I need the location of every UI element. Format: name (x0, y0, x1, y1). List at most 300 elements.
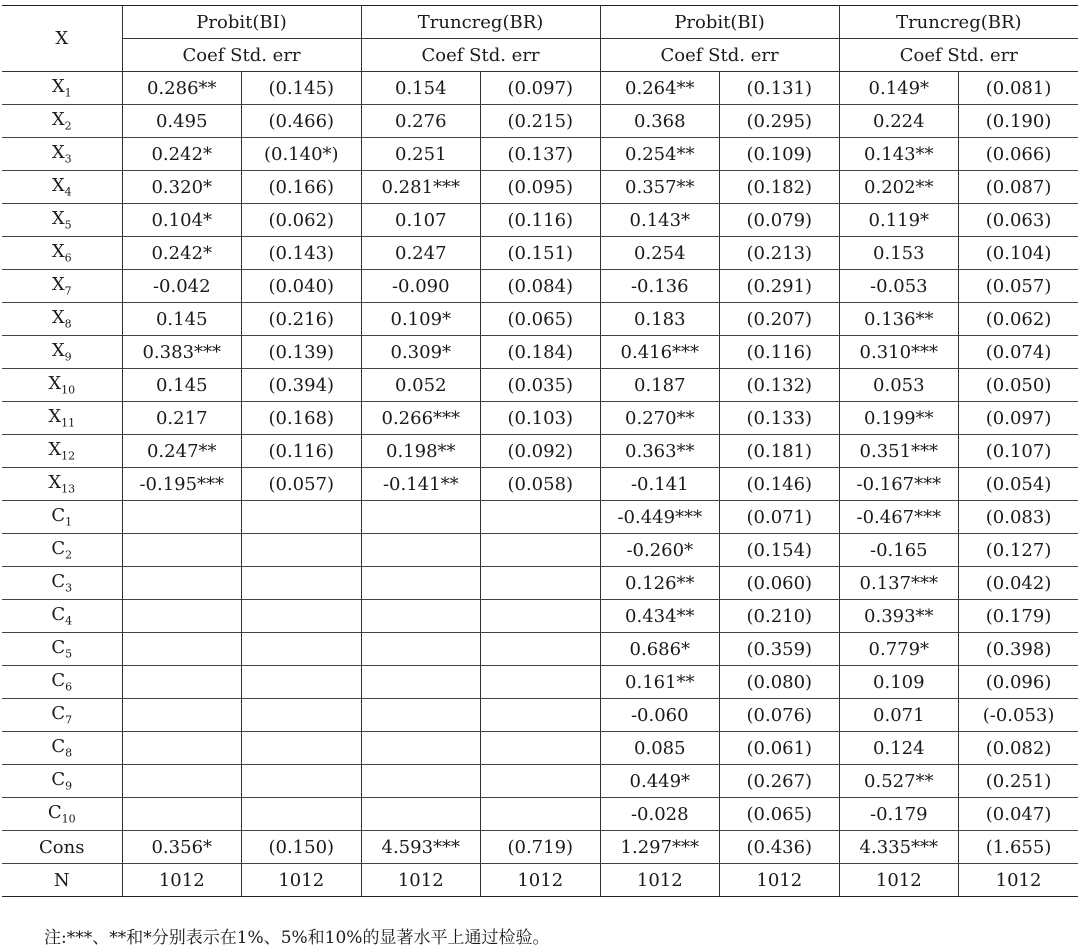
std-err-cell: 1012 (481, 864, 601, 897)
table-row (2, 270, 1078, 303)
coef-cell: 0.145 (122, 369, 242, 402)
coef-cell: 0.071 (839, 699, 959, 732)
std-err-cell: (0.035) (481, 369, 601, 402)
std-err-cell: (0.168) (242, 402, 362, 435)
coef-cell: 0.320* (122, 171, 242, 204)
coef-cell: 0.109 (839, 666, 959, 699)
std-err-cell (481, 633, 601, 666)
sub-header: Coef Std. err (600, 39, 839, 72)
row-label-subscript: 8 (65, 746, 73, 760)
sub-header: Coef Std. err (122, 39, 361, 72)
coef-cell (122, 567, 242, 600)
coef-cell: 0.119* (839, 204, 959, 237)
table-row (2, 369, 1078, 402)
std-err-cell: (0.116) (481, 204, 601, 237)
std-err-cell: (0.062) (959, 303, 1079, 336)
coef-cell: 0.153 (839, 237, 959, 270)
coef-cell: 0.357** (600, 171, 720, 204)
coef-cell: 1012 (600, 864, 720, 897)
coef-cell: -0.167*** (839, 468, 959, 501)
std-err-cell (481, 666, 601, 699)
std-err-cell: (0.071) (720, 501, 840, 534)
coef-cell: 0.199** (839, 402, 959, 435)
table-row (2, 567, 1078, 600)
coef-cell: 0.143** (839, 138, 959, 171)
std-err-cell: (0.182) (720, 171, 840, 204)
std-err-cell (481, 765, 601, 798)
coef-cell (122, 501, 242, 534)
coef-cell: 0.356* (122, 831, 242, 864)
row-label (2, 831, 122, 864)
coef-cell: 0.224 (839, 105, 959, 138)
coef-cell (122, 534, 242, 567)
coef-cell: 0.276 (361, 105, 481, 138)
std-err-cell: 1012 (242, 864, 362, 897)
coef-cell (361, 633, 481, 666)
std-err-cell: (0.150) (242, 831, 362, 864)
row-label (2, 798, 122, 831)
std-err-cell: (0.103) (481, 402, 601, 435)
coef-cell: 0.161** (600, 666, 720, 699)
std-err-cell: (0.079) (720, 204, 840, 237)
std-err-cell: (0.207) (720, 303, 840, 336)
coef-cell: 0.154 (361, 72, 481, 105)
table-row (2, 468, 1078, 501)
row-label-subscript: 1 (65, 515, 73, 529)
table-row (2, 699, 1078, 732)
row-label (2, 765, 122, 798)
std-err-cell: (0.166) (242, 171, 362, 204)
coef-cell: 0.085 (600, 732, 720, 765)
std-err-cell: (0.084) (481, 270, 601, 303)
coef-cell (122, 798, 242, 831)
std-err-cell (242, 501, 362, 534)
std-err-cell: (0.107) (959, 435, 1079, 468)
std-err-cell: (0.116) (242, 435, 362, 468)
coef-cell: 0.053 (839, 369, 959, 402)
std-err-cell: (0.083) (959, 501, 1079, 534)
sub-header: Coef Std. err (839, 39, 1078, 72)
std-err-cell (481, 732, 601, 765)
row-label (2, 567, 122, 600)
row-label-subscript: 6 (64, 251, 72, 265)
coef-cell: 0.242* (122, 138, 242, 171)
std-err-cell: (0.061) (720, 732, 840, 765)
table-row (2, 138, 1078, 171)
row-label-var: X (51, 307, 65, 329)
coef-cell: 0.145 (122, 303, 242, 336)
coef-cell: -0.195*** (122, 468, 242, 501)
row-label-var: X (48, 373, 62, 395)
row-label-var: C (51, 604, 66, 626)
std-err-cell: (1.655) (959, 831, 1079, 864)
coef-cell: 0.383*** (122, 336, 242, 369)
std-err-cell (242, 732, 362, 765)
row-label (2, 105, 122, 138)
std-err-cell: (0.047) (959, 798, 1079, 831)
std-err-cell: (0.074) (959, 336, 1079, 369)
table-row (2, 600, 1078, 633)
std-err-cell: (0.082) (959, 732, 1079, 765)
std-err-cell: (0.139) (242, 336, 362, 369)
std-err-cell: (0.132) (720, 369, 840, 402)
std-err-cell: (0.054) (959, 468, 1079, 501)
coef-cell: -0.028 (600, 798, 720, 831)
coef-cell: -0.449*** (600, 501, 720, 534)
coef-cell (361, 732, 481, 765)
std-err-cell: (0.095) (481, 171, 601, 204)
coef-cell (122, 765, 242, 798)
row-label-subscript: 6 (65, 680, 73, 694)
coef-cell: -0.136 (600, 270, 720, 303)
row-label-var: C (51, 670, 66, 692)
std-err-cell: (0.092) (481, 435, 601, 468)
coef-cell: 0.202** (839, 171, 959, 204)
coef-cell: 0.779* (839, 633, 959, 666)
group-header-probit-1: Probit(BI) (122, 6, 361, 39)
coef-cell: 0.495 (122, 105, 242, 138)
coef-cell: 0.137*** (839, 567, 959, 600)
coef-cell: 0.242* (122, 237, 242, 270)
row-label-var: X (48, 406, 62, 428)
row-label (2, 666, 122, 699)
std-err-cell: (0.213) (720, 237, 840, 270)
row-label-subscript: 5 (65, 647, 73, 661)
std-err-cell (242, 666, 362, 699)
sub-header: Coef Std. err (361, 39, 600, 72)
std-err-cell: (0.058) (481, 468, 601, 501)
coef-cell: 0.247** (122, 435, 242, 468)
coef-cell: 4.335*** (839, 831, 959, 864)
row-label-subscript: 7 (65, 713, 73, 727)
row-label-subscript: 7 (64, 284, 72, 298)
coef-cell: 0.351*** (839, 435, 959, 468)
std-err-cell: (0.133) (720, 402, 840, 435)
std-err-cell: (0.087) (959, 171, 1079, 204)
table-row (2, 864, 1078, 897)
row-label-var: X (51, 142, 65, 164)
row-label-subscript: 4 (65, 614, 73, 628)
row-label-var: X (51, 241, 65, 263)
coef-cell: 0.217 (122, 402, 242, 435)
std-err-cell (242, 699, 362, 732)
coef-cell: -0.141** (361, 468, 481, 501)
std-err-cell: (0.081) (959, 72, 1079, 105)
row-label-subscript: 9 (64, 350, 72, 364)
row-label (2, 732, 122, 765)
std-err-cell: (0.190) (959, 105, 1079, 138)
table-row (2, 105, 1078, 138)
coef-cell: 0.109* (361, 303, 481, 336)
regression-table (2, 5, 1078, 897)
row-label-var: N (53, 869, 70, 891)
coef-cell (361, 600, 481, 633)
coef-cell: 0.143* (600, 204, 720, 237)
std-err-cell: (-0.053) (959, 699, 1079, 732)
row-label-var: C (51, 637, 66, 659)
coef-cell: -0.165 (839, 534, 959, 567)
coef-cell: 0.527** (839, 765, 959, 798)
row-label-var: X (51, 274, 65, 296)
table-row (2, 171, 1078, 204)
coef-cell: 0.187 (600, 369, 720, 402)
coef-cell: -0.260* (600, 534, 720, 567)
coef-cell: -0.467*** (839, 501, 959, 534)
row-label-subscript: 3 (65, 581, 73, 595)
row-label-var: C (47, 802, 62, 824)
coef-cell (361, 765, 481, 798)
coef-cell (361, 501, 481, 534)
std-err-cell: (0.466) (242, 105, 362, 138)
table-row (2, 72, 1078, 105)
table-row (2, 534, 1078, 567)
table-row (2, 501, 1078, 534)
std-err-cell: (0.146) (720, 468, 840, 501)
row-label-var: X (51, 208, 65, 230)
std-err-cell: (0.215) (481, 105, 601, 138)
group-header-truncreg-1: Truncreg(BR) (361, 6, 600, 39)
std-err-cell (481, 798, 601, 831)
std-err-cell: (0.210) (720, 600, 840, 633)
table-row (2, 633, 1078, 666)
row-label (2, 402, 122, 435)
row-label (2, 171, 122, 204)
coef-cell (122, 666, 242, 699)
std-err-cell: (0.137) (481, 138, 601, 171)
row-label (2, 468, 122, 501)
row-label (2, 864, 122, 897)
coef-cell (122, 732, 242, 765)
std-err-cell: (0.291) (720, 270, 840, 303)
coef-cell (122, 699, 242, 732)
coef-cell: 0.686* (600, 633, 720, 666)
coef-cell: 0.251 (361, 138, 481, 171)
coef-cell: 0.107 (361, 204, 481, 237)
std-err-cell: (0.104) (959, 237, 1079, 270)
coef-cell (122, 600, 242, 633)
table-row (2, 237, 1078, 270)
std-err-cell: (0.295) (720, 105, 840, 138)
std-err-cell: 1012 (959, 864, 1079, 897)
table-row (2, 732, 1078, 765)
coef-cell: 0.247 (361, 237, 481, 270)
std-err-cell: (0.050) (959, 369, 1079, 402)
row-label-var: C (51, 703, 66, 725)
table-row (2, 204, 1078, 237)
row-label-var: X (51, 109, 65, 131)
std-err-cell: (0.359) (720, 633, 840, 666)
coef-cell (361, 798, 481, 831)
std-err-cell: (0.151) (481, 237, 601, 270)
std-err-cell: (0.181) (720, 435, 840, 468)
coef-cell: -0.060 (600, 699, 720, 732)
coef-cell (361, 567, 481, 600)
coef-cell: -0.042 (122, 270, 242, 303)
row-label (2, 534, 122, 567)
std-err-cell: (0.109) (720, 138, 840, 171)
table-row (2, 666, 1078, 699)
std-err-cell: (0.060) (720, 567, 840, 600)
coef-cell: 0.198** (361, 435, 481, 468)
coef-cell: 0.281*** (361, 171, 481, 204)
coef-cell: 0.126** (600, 567, 720, 600)
coef-cell: 0.368 (600, 105, 720, 138)
row-label (2, 270, 122, 303)
coef-cell: 1.297*** (600, 831, 720, 864)
std-err-cell: (0.127) (959, 534, 1079, 567)
table-row (2, 435, 1078, 468)
std-err-cell: (0.398) (959, 633, 1079, 666)
std-err-cell: (0.719) (481, 831, 601, 864)
table-row (2, 831, 1078, 864)
std-err-cell (242, 600, 362, 633)
coef-cell: 1012 (122, 864, 242, 897)
row-label-var: C (51, 769, 66, 791)
std-err-cell: (0.097) (959, 402, 1079, 435)
std-err-cell: (0.080) (720, 666, 840, 699)
std-err-cell: (0.065) (720, 798, 840, 831)
std-err-cell: (0.097) (481, 72, 601, 105)
coef-cell: 1012 (361, 864, 481, 897)
row-label (2, 303, 122, 336)
group-header-probit-2: Probit(BI) (600, 6, 839, 39)
row-label (2, 699, 122, 732)
std-err-cell: (0.216) (242, 303, 362, 336)
std-err-cell: (0.154) (720, 534, 840, 567)
std-err-cell: (0.179) (959, 600, 1079, 633)
std-err-cell (481, 534, 601, 567)
coef-cell: 0.266*** (361, 402, 481, 435)
row-label-subscript: 5 (64, 218, 72, 232)
row-label (2, 600, 122, 633)
row-label-subscript: 10 (61, 383, 76, 397)
coef-cell: 0.310*** (839, 336, 959, 369)
row-label-var: X (48, 472, 62, 494)
table-row (2, 765, 1078, 798)
std-err-cell: (0.116) (720, 336, 840, 369)
coef-cell: 0.136** (839, 303, 959, 336)
coef-cell: 0.393** (839, 600, 959, 633)
row-label-subscript: 3 (64, 152, 72, 166)
std-err-cell (242, 534, 362, 567)
row-label (2, 204, 122, 237)
row-label-subscript: 1 (64, 86, 72, 100)
std-err-cell: (0.184) (481, 336, 601, 369)
coef-cell (361, 699, 481, 732)
std-err-cell: (0.140*) (242, 138, 362, 171)
coef-cell: 0.149* (839, 72, 959, 105)
std-err-cell: (0.040) (242, 270, 362, 303)
coef-cell: 4.593*** (361, 831, 481, 864)
std-err-cell (242, 798, 362, 831)
std-err-cell: 1012 (720, 864, 840, 897)
std-err-cell (242, 633, 362, 666)
row-label (2, 633, 122, 666)
coef-cell: 0.434** (600, 600, 720, 633)
row-label-subscript: 8 (64, 317, 72, 331)
coef-cell: -0.053 (839, 270, 959, 303)
coef-cell: 0.052 (361, 369, 481, 402)
row-label-var: C (51, 538, 66, 560)
coef-cell: 0.270** (600, 402, 720, 435)
std-err-cell (481, 501, 601, 534)
row-label-subscript: 9 (65, 779, 73, 793)
table-row (2, 402, 1078, 435)
row-label (2, 369, 122, 402)
row-label-var: C (51, 736, 66, 758)
std-err-cell: (0.436) (720, 831, 840, 864)
row-label-subscript: 11 (61, 416, 76, 430)
coef-cell: 0.254 (600, 237, 720, 270)
row-label-var: X (51, 340, 65, 362)
coef-cell: 0.104* (122, 204, 242, 237)
std-err-cell (481, 567, 601, 600)
group-header-truncreg-2: Truncreg(BR) (839, 6, 1078, 39)
std-err-cell (242, 765, 362, 798)
std-err-cell: (0.267) (720, 765, 840, 798)
coef-cell: 0.124 (839, 732, 959, 765)
row-label-subscript: 2 (64, 119, 72, 133)
coef-cell: -0.141 (600, 468, 720, 501)
row-label (2, 237, 122, 270)
row-label (2, 72, 122, 105)
table-note: 注:***、**和*分别表示在1%、5%和10%的显著水平上通过检验。 (44, 928, 550, 948)
std-err-cell: (0.057) (242, 468, 362, 501)
row-label-subscript: 12 (61, 449, 76, 463)
coef-cell: 0.449* (600, 765, 720, 798)
coef-cell: 0.416*** (600, 336, 720, 369)
row-label-var: Cons (39, 836, 85, 858)
std-err-cell: (0.062) (242, 204, 362, 237)
std-err-cell: (0.251) (959, 765, 1079, 798)
coef-cell (361, 666, 481, 699)
coef-cell (122, 633, 242, 666)
std-err-cell: (0.131) (720, 72, 840, 105)
corner-label: X (2, 6, 122, 72)
table-body (2, 72, 1078, 897)
row-label-subscript: 10 (61, 812, 76, 826)
std-err-cell: (0.066) (959, 138, 1079, 171)
coef-cell: 0.264** (600, 72, 720, 105)
row-label (2, 336, 122, 369)
coef-cell: 0.254** (600, 138, 720, 171)
row-label-var: C (51, 571, 66, 593)
row-label-subscript: 2 (65, 548, 73, 562)
coef-cell: 0.183 (600, 303, 720, 336)
std-err-cell: (0.076) (720, 699, 840, 732)
coef-cell: 0.363** (600, 435, 720, 468)
row-label-subscript: 13 (61, 482, 76, 496)
std-err-cell: (0.065) (481, 303, 601, 336)
table-row (2, 336, 1078, 369)
std-err-cell: (0.057) (959, 270, 1079, 303)
coef-cell: -0.090 (361, 270, 481, 303)
row-label (2, 435, 122, 468)
row-label-var: X (48, 439, 62, 461)
std-err-cell: (0.145) (242, 72, 362, 105)
row-label-var: X (51, 76, 65, 98)
std-err-cell: (0.063) (959, 204, 1079, 237)
std-err-cell (481, 600, 601, 633)
table-row (2, 303, 1078, 336)
coef-cell: -0.179 (839, 798, 959, 831)
coef-cell: 0.309* (361, 336, 481, 369)
std-err-cell (242, 567, 362, 600)
row-label-subscript: 4 (64, 185, 72, 199)
coef-cell: 1012 (839, 864, 959, 897)
std-err-cell: (0.042) (959, 567, 1079, 600)
std-err-cell (481, 699, 601, 732)
